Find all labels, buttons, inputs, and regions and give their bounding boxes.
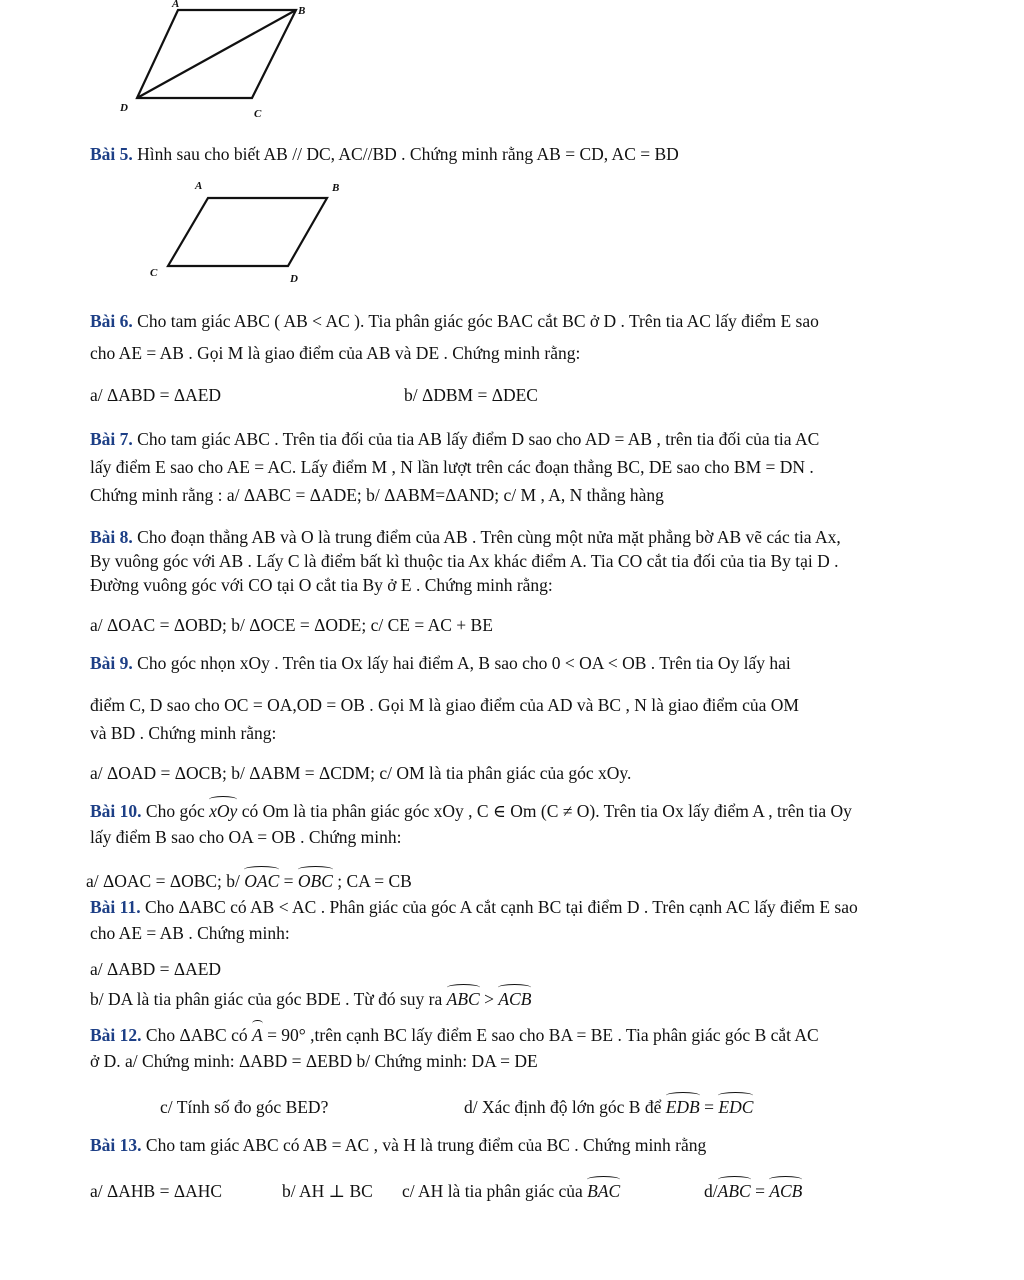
- bai10-line1: [90, 800, 852, 822]
- bai8-line3: Đường vuông góc với CO tại O cắt tia By ở E . Chứng minh rằng:: [90, 575, 553, 595]
- bai6-line2: cho AE = AB . Gọi M là giao điểm của AB và DE . Chứng minh rằng:: [90, 343, 581, 363]
- parallelogram-2-shape: [168, 198, 327, 266]
- bai11-angle-acb: ACB: [498, 989, 532, 1009]
- bai10-angle-oac: OAC: [244, 871, 280, 891]
- bai11-line1: [90, 896, 858, 918]
- bai7-line3: Chứng minh rằng : a/ ΔABC = ΔADE; b/ ΔABM=ΔAND; c/ M , A, N thẳng hàng: [90, 485, 664, 505]
- bai6-line1: [90, 310, 819, 332]
- bai12-part-d: [464, 1096, 753, 1118]
- bai7-label: Bài 7.: [90, 429, 133, 449]
- fig1-label-c: C: [254, 108, 262, 120]
- bai8-text1: Cho đoạn thẳng AB và O là trung điểm của AB . Trên cùng một nửa mặt phẳng bờ AB vẽ các tia Ax,: [132, 527, 841, 547]
- bai11-label: Bài 11.: [90, 897, 141, 917]
- bai11-line3: a/ ΔABD = ΔAED: [90, 959, 222, 979]
- bai5-label: Bài 5.: [90, 144, 133, 164]
- bai9-text1: Cho góc nhọn xOy . Trên tia Ox lấy hai điểm A, B sao cho 0 < OA < OB . Trên tia Oy lấy hai: [132, 653, 791, 673]
- bai12-line2: ở D. a/ Chứng minh: ΔABD = ΔEBD b/ Chứng minh: DA = DE: [90, 1051, 538, 1071]
- bai7-line1: [90, 428, 819, 450]
- bai12-part-d-eq: =: [699, 1097, 719, 1117]
- bai13-angle-abc: ABC: [717, 1181, 751, 1201]
- bai8-line1: [90, 526, 841, 548]
- bai10-l3-eq: =: [279, 871, 298, 891]
- bai10-line3: [86, 870, 412, 892]
- bai10-l3-b: ; CA = CB: [332, 871, 412, 891]
- bai13-angle-bac: BAC: [587, 1181, 621, 1201]
- bai5-line: [90, 143, 679, 165]
- bai13-part-d-text: d/: [704, 1181, 718, 1201]
- bai12-angle-edc: EDC: [718, 1097, 754, 1117]
- bai11-text1: Cho ΔABC có AB < AC . Phân giác của góc A cắt cạnh BC tại điểm D . Trên cạnh AC lấy điểm E sao: [140, 897, 858, 917]
- bai12-part-d-text: d/ Xác định độ lớn góc B để: [464, 1097, 666, 1117]
- bai6-part-a: a/ ΔABD = ΔAED: [90, 385, 222, 405]
- parallelogram-1-svg: [110, 0, 310, 124]
- bai9-line2: điểm C, D sao cho OC = OA,OD = OB . Gọi M là giao điểm của AD và BC , N là giao điểm của OM: [90, 695, 799, 715]
- bai12-line1: [90, 1024, 819, 1046]
- bai13-part-b: b/ AH ⊥ BC: [282, 1181, 373, 1201]
- bai11-angle-abc: ABC: [446, 989, 480, 1009]
- fig1-label-a: A: [172, 0, 180, 10]
- bai11-line4: [90, 988, 531, 1010]
- bai10-label: Bài 10.: [90, 801, 142, 821]
- bai11-l4-a: b/ DA là tia phân giác của góc BDE . Từ đó suy ra: [90, 989, 447, 1009]
- bai12-angle-a: A: [251, 1025, 263, 1045]
- fig1-label-b: B: [298, 5, 306, 17]
- bai13-part-c: [402, 1180, 620, 1202]
- bai10-line2: lấy điểm B sao cho OA = OB . Chứng minh:: [90, 827, 402, 847]
- bai12-text-a: Cho ΔABC có: [141, 1025, 252, 1045]
- bai13-part-c-text: c/ AH là tia phân giác của: [402, 1181, 588, 1201]
- bai8-line4: a/ ΔOAC = ΔOBD; b/ ΔOCE = ΔODE; c/ CE = AC + BE: [90, 615, 493, 635]
- bai10-angle-xoy: xOy: [209, 801, 238, 821]
- bai9-label: Bài 9.: [90, 653, 133, 673]
- bai6-text1: Cho tam giác ABC ( AB < AC ). Tia phân giác góc BAC cắt BC ở D . Trên tia AC lấy điểm E sao: [132, 311, 819, 331]
- bai9-line3: và BD . Chứng minh rằng:: [90, 723, 277, 743]
- bai13-text1: Cho tam giác ABC có AB = AC , và H là trung điểm của BC . Chứng minh rằng: [141, 1135, 707, 1155]
- fig2-label-a: A: [195, 180, 203, 192]
- bai10-text-b: có Om là tia phân giác góc xOy , C ∈ Om (C ≠ O). Trên tia Ox lấy điểm A , trên tia Oy: [237, 801, 852, 821]
- figure-parallelogram-2: [140, 176, 360, 294]
- parallelogram-1-diagonal: [137, 10, 296, 98]
- bai9-line1: [90, 652, 791, 674]
- bai12-label: Bài 12.: [90, 1025, 142, 1045]
- bai13-part-d-eq: =: [750, 1181, 770, 1201]
- bai7-text1: Cho tam giác ABC . Trên tia đối của tia AB lấy điểm D sao cho AD = AB , trên tia đối của tia AC: [132, 429, 820, 449]
- bai13-part-d: [704, 1180, 802, 1202]
- fig2-label-b: B: [332, 182, 340, 194]
- bai13-line1: [90, 1134, 706, 1156]
- bai10-l3-a: a/ ΔOAC = ΔOBC; b/: [86, 871, 245, 891]
- bai10-angle-obc: OBC: [297, 871, 333, 891]
- fig2-label-c: C: [150, 267, 158, 279]
- bai13-part-a: a/ ΔAHB = ΔAHC: [90, 1181, 223, 1201]
- fig1-label-d: D: [120, 102, 128, 114]
- bai12-angle-edb: EDB: [665, 1097, 700, 1117]
- bai8-label: Bài 8.: [90, 527, 133, 547]
- figure-parallelogram-1: [110, 0, 310, 124]
- bai9-line4: a/ ΔOAD = ΔOCB; b/ ΔABM = ΔCDM; c/ OM là tia phân giác của góc xOy.: [90, 763, 632, 783]
- bai12-text-b: = 90° ,trên cạnh BC lấy điểm E sao cho BA = BE . Tia phân giác góc B cắt AC: [262, 1025, 819, 1045]
- bai13-label: Bài 13.: [90, 1135, 142, 1155]
- bai6-part-b: b/ ΔDBM = ΔDEC: [404, 385, 538, 405]
- bai5-text: Hình sau cho biết AB // DC, AC//BD . Chứng minh rằng AB = CD, AC = BD: [132, 144, 679, 164]
- bai10-text-a: Cho góc: [141, 801, 210, 821]
- bai12-part-c: c/ Tính số đo góc BED?: [160, 1097, 329, 1117]
- bai11-l4-gt: >: [479, 989, 499, 1009]
- parallelogram-2-svg: [140, 176, 360, 294]
- bai11-line2: cho AE = AB . Chứng minh:: [90, 923, 290, 943]
- fig2-label-d: D: [290, 273, 298, 285]
- bai7-line2: lấy điểm E sao cho AE = AC. Lấy điểm M , N lần lượt trên các đoạn thẳng BC, DE sao cho BM = DN .: [90, 457, 814, 477]
- bai8-line2: By vuông góc với AB . Lấy C là điểm bất kì thuộc tia Ax khác điểm A. Tia CO cắt tia đối của tia By tại D .: [90, 551, 839, 571]
- bai13-angle-acb: ACB: [769, 1181, 803, 1201]
- bai6-label: Bài 6.: [90, 311, 133, 331]
